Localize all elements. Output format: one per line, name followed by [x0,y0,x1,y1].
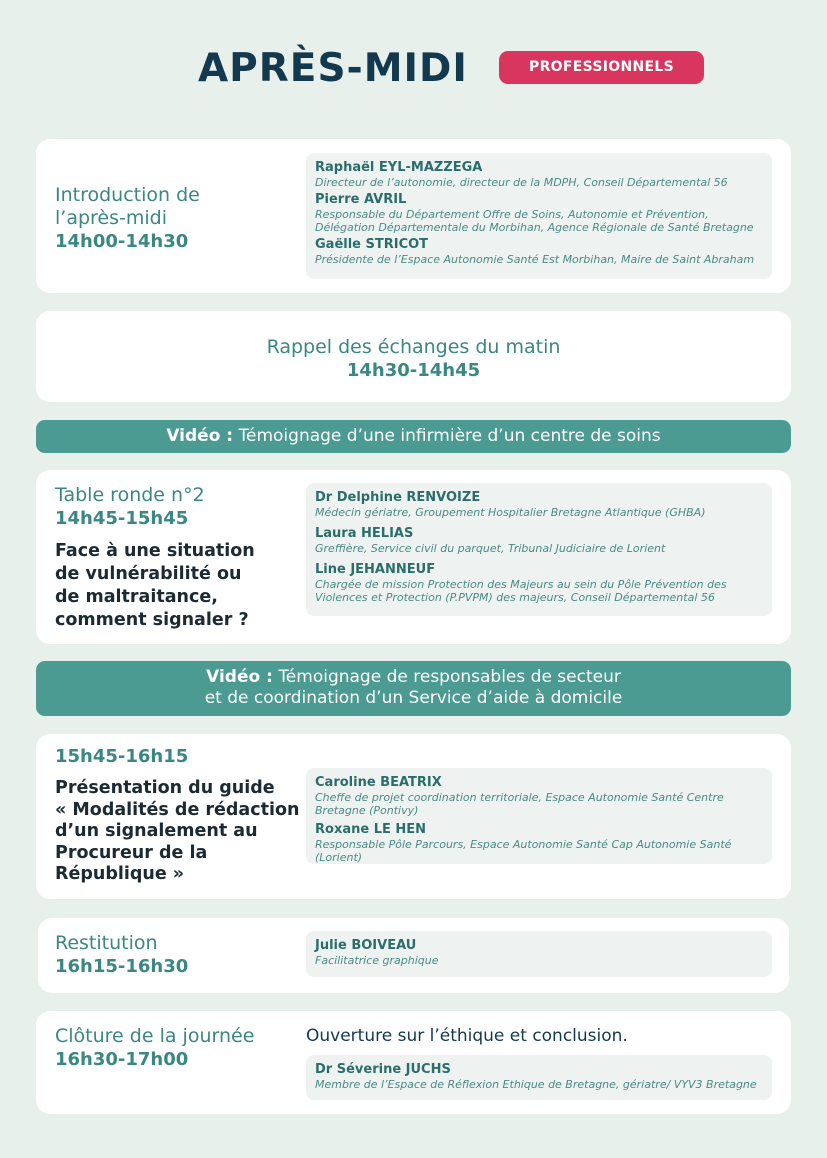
speaker-role: Responsable Pôle Parcours, Espace Autonomie Santé Cap Autonomie Santé (Lorient) [315,838,732,864]
session-note: Ouverture sur l’éthique et conclusion. [306,1026,628,1046]
session-time: 16h30-17h00 [55,1049,189,1070]
speaker-box [306,153,772,279]
session-intro [36,139,791,293]
video-banner [36,661,791,716]
speaker-name: Julie BOIVEAU [315,938,417,953]
session-label: Rappel des échanges du matin [266,336,561,358]
speaker-box [306,931,772,977]
video-banner [36,420,791,453]
speaker-name: Line JEHANNEUF [315,562,436,577]
speaker-name: Gaëlle STRICOT [315,237,429,252]
speaker-role: Greffière, Service civil du parquet, Tribunal Judiciaire de Lorient [315,542,666,555]
speaker-role: Responsable du Département Offre de Soins, Autonomie et Prévention, [315,208,709,221]
speaker-role: Chargée de mission Protection des Majeurs au sein du Pôle Prévention des [315,578,727,591]
video-text: Témoignage d’une infirmière d’un centre de soins [238,426,661,446]
speaker-name: Raphaël EYL-MAZZEGA [315,160,483,175]
session-time: 14h30-14h45 [346,360,481,381]
session-question: de vulnérabilité ou [55,564,242,584]
speaker-role: Bretagne (Pontivy) [315,804,419,817]
speaker-role: Médecin gériatre, Groupement Hospitalier Bretagne Atlantique (GHBA) [315,506,706,519]
page-title: APRÈS-MIDI [198,46,468,91]
speaker-name: Roxane LE HEN [315,822,427,837]
speaker-role: Violences et Protection (P.PVPM) des majeurs, Conseil Départemental 56 [315,591,715,604]
session-title: Procureur de la [55,842,208,863]
session-question: comment signaler ? [55,610,249,630]
session-time: 15h45-16h15 [55,746,189,767]
session-guide [36,734,791,899]
session-question: Face à une situation [55,541,255,561]
speaker-name: Laura HELIAS [315,526,414,541]
session-table-ronde [36,470,791,644]
session-question: de maltraitance, [55,587,218,607]
speaker-name: Caroline BEATRIX [315,775,442,790]
video-prefix: Vidéo : [206,667,273,687]
speaker-name: Pierre AVRIL [315,192,407,207]
session-rappel [36,311,791,402]
speaker-role: Présidente de l’Espace Autonomie Santé Est Morbihan, Maire de Saint Abraham [315,253,755,266]
header [0,40,827,100]
session-time: 16h15-16h30 [55,956,189,977]
speaker-role: Délégation Départementale du Morbihan, Agence Régionale de Santé Bretagne [315,221,754,234]
session-cloture [36,1011,791,1114]
speaker-box [306,768,772,864]
session-title: « Modalités de rédaction [55,799,300,820]
speaker-name: Dr Delphine RENVOIZE [315,490,481,505]
speaker-box [306,483,772,616]
speaker-name: Dr Séverine JUCHS [315,1062,451,1077]
video-text: et de coordination d’un Service d’aide à domicile [204,688,623,708]
session-title: Présentation du guide [55,778,275,798]
session-label: Clôture de la journée [55,1025,255,1047]
speaker-role: Membre de l’Espace de Réflexion Ethique de Bretagne, gériatre/ VYV3 Bretagne [315,1078,757,1091]
session-time: 14h00-14h30 [55,231,189,252]
session-time: 14h45-15h45 [55,508,189,529]
speaker-role: Facilitatrice graphique [315,954,439,967]
video-text: Témoignage de responsables de secteur [278,667,621,687]
speaker-role: Directeur de l’autonomie, directeur de la MDPH, Conseil Départemental 56 [315,176,728,189]
session-title: d’un signalement au [55,821,258,841]
session-title: République » [55,864,185,884]
speaker-role: Cheffe de projet coordination territoriale, Espace Autonomie Santé Centre [315,791,724,804]
session-label: Table ronde n°2 [55,484,205,506]
session-label: Introduction de [55,184,200,206]
session-restitution [38,918,789,993]
session-label: Restitution [55,932,158,954]
speaker-box [306,1055,772,1100]
video-prefix: Vidéo : [166,426,234,446]
audience-badge: PROFESSIONNELS [499,51,704,84]
session-label: l’après-midi [55,207,167,229]
